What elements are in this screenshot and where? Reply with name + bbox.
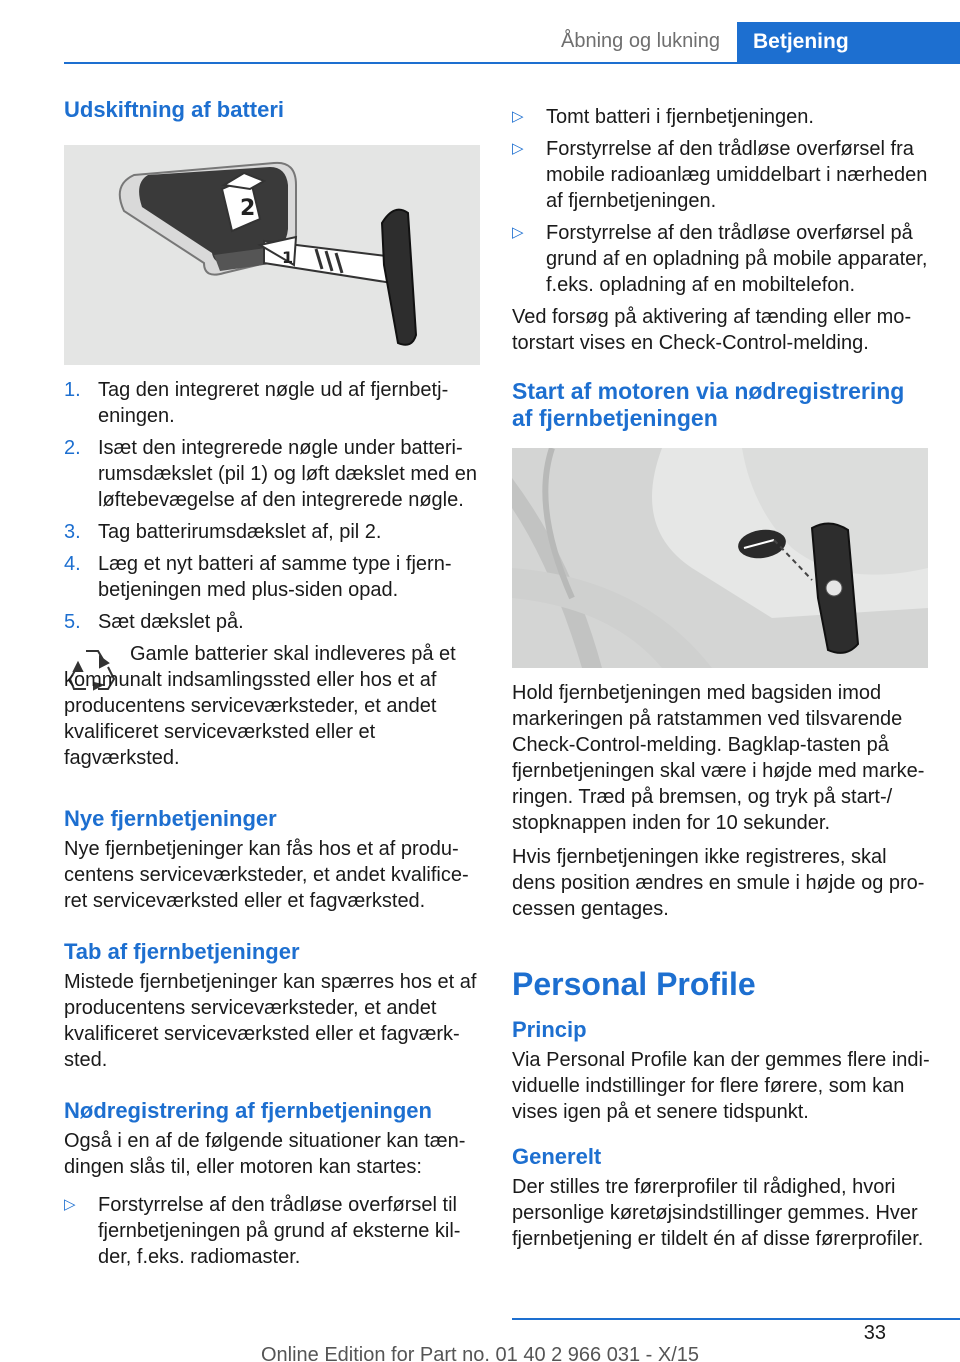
triangle-bullet-icon: ▷ — [512, 224, 524, 241]
edition-text: Online Edition for Part no. 01 40 2 966 031 - X/15 — [260, 1344, 700, 1362]
new-remotes-text: Nye fjernbetjeninger kan fås hos et af producentens serviceværksteder, et andet kvalificeret serviceværksted eller et fagværksted. — [64, 838, 469, 912]
step-item — [64, 519, 482, 545]
header-rule — [64, 62, 960, 64]
hold-instruction-text: Hold fjernbetjeningen med bagsiden imod markeringen på ratstammen ved tilsvarende Check-Control-melding. Bagklap-tasten på fjernbetjeningen skal være i højde med markeringen. Træd på bremsen, og tryk på start-/ stopknappen inden for 10 sekunder. — [512, 682, 925, 834]
retry-instruction-text: Hvis fjernbetjeningen ikke registreres, skal dens position ændres en smule i højde og processen gentages. — [512, 846, 925, 920]
key-battery-figure — [64, 145, 480, 365]
emergency-bullets-right — [512, 104, 930, 298]
bullet-item — [512, 220, 930, 298]
step-text: Sæt dækslet på. — [98, 611, 244, 633]
chapter-tab[interactable]: Betjening — [737, 22, 960, 62]
triangle-bullet-icon: ▷ — [512, 108, 524, 125]
recycle-text: Gamle batterier skal indleveres på et kommunalt indsamlingssted eller hos et af producentens serviceværksteder, et andet kvalificeret serviceværksted eller et fagværksted. — [64, 643, 456, 769]
step-text: Tag batterirumsdækslet af, pil 2. — [98, 521, 382, 543]
step-number: 2. — [64, 437, 81, 459]
step-number: 3. — [64, 521, 81, 543]
step-item — [64, 551, 482, 603]
personal-profile-heading: Personal Profile — [512, 966, 756, 1002]
bullet-text: Forstyrrelse af den trådløse overførsel fra mobile radioanlæg umiddelbart i nærheden af fjernbetjeningen. — [546, 138, 928, 212]
arrow-2-label: 2 — [240, 196, 256, 221]
bullet-text: Tomt batteri i fjernbetjeningen. — [546, 106, 814, 128]
footer-rule — [512, 1318, 960, 1320]
section-title: Åbning og lukning — [560, 30, 720, 52]
principle-text: Via Personal Profile kan der gemmes flere individuelle indstillinger for flere førere, som kan vises igen på et senere tidspunkt. — [512, 1049, 930, 1123]
general-heading: Generelt — [512, 1144, 602, 1169]
battery-heading: Udskiftning af batteri — [64, 97, 285, 122]
lost-remotes-heading: Tab af fjernbetjeninger — [64, 939, 300, 964]
right-column — [512, 104, 930, 1252]
bullet-text: Forstyrrelse af den trådløse overførsel på grund af en opladning på mobile apparater, f.eks. opladning af en mobiltelefon. — [546, 222, 928, 296]
step-item — [64, 377, 482, 429]
bullet-item — [512, 104, 930, 130]
page-number: 33 — [863, 1322, 886, 1344]
recycle-note — [64, 641, 482, 771]
left-column — [64, 96, 482, 1276]
emergency-bullets-left — [64, 1192, 482, 1270]
steering-column-illustration — [512, 448, 928, 668]
steering-column-figure — [512, 448, 928, 668]
emergency-heading: Nødregistrering af fjernbetjeningen — [64, 1098, 432, 1123]
key-illustration — [64, 145, 480, 365]
bullet-item — [64, 1192, 482, 1270]
emergency-text: Også i en af de følgende situationer kan tændingen slås til, eller motoren kan startes: — [64, 1130, 466, 1178]
page-header — [0, 0, 960, 62]
arrow-1-label: 1 — [282, 248, 294, 267]
step-text: Isæt den integrerede nøgle under batterirumsdækslet (pil 1) og løft dækslet med en løftebevægelse af den integrerede nøgle. — [98, 437, 478, 511]
principle-heading: Princip — [512, 1017, 587, 1042]
step-text: Tag den integreret nøgle ud af fjernbetjeningen. — [98, 379, 449, 427]
step-item — [64, 435, 482, 513]
step-number: 5. — [64, 611, 81, 633]
step-item — [64, 609, 482, 635]
triangle-bullet-icon: ▷ — [64, 1196, 76, 1213]
step-number: 1. — [64, 379, 81, 401]
bullet-item — [512, 136, 930, 214]
general-text: Der stilles tre førerprofiler til rådighed, hvori personlige køretøjsindstillinger gemmes. Hver fjernbetjening er tildelt én af disse førerprofiler. — [512, 1176, 924, 1250]
lost-remotes-text: Mistede fjernbetjeninger kan spærres hos et af producentens serviceværksteder, et andet kvalificeret serviceværksted eller et fagværksted. — [64, 971, 477, 1071]
battery-steps — [64, 377, 482, 635]
step-number: 4. — [64, 553, 81, 575]
step-text: Læg et nyt batteri af samme type i fjernbetjeningen med plus-siden opad. — [98, 553, 452, 601]
engine-start-heading: Start af motoren via nødregistrering af fjernbetjeningen — [512, 378, 905, 431]
new-remotes-heading: Nye fjernbetjeninger — [64, 806, 277, 831]
bullet-text: Forstyrrelse af den trådløse overførsel til fjernbetjeningen på grund af eksterne kilder, f.eks. radiomaster. — [98, 1194, 461, 1268]
check-control-text: Ved forsøg på aktivering af tænding eller motorstart vises en Check-Control-melding. — [512, 306, 912, 354]
triangle-bullet-icon: ▷ — [512, 140, 524, 157]
